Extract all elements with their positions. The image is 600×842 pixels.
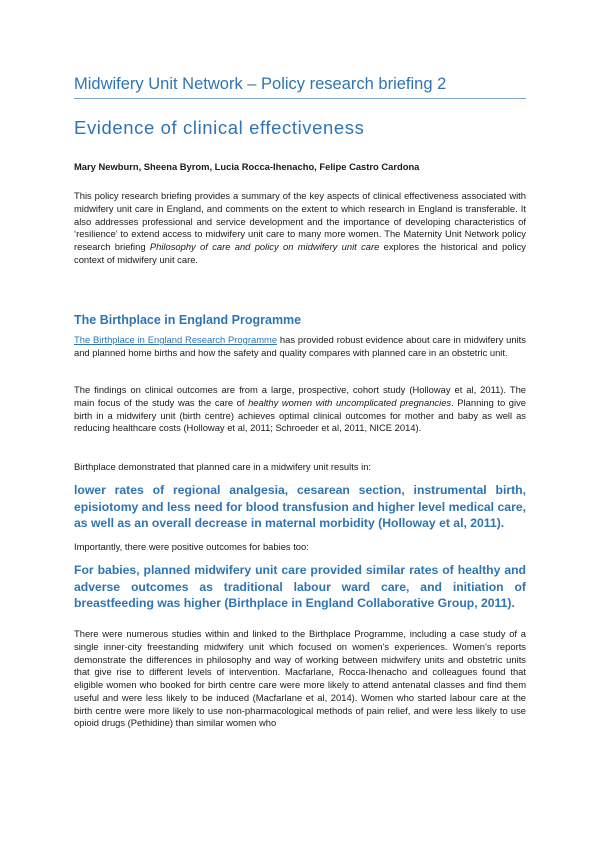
intro-paragraph — [74, 190, 526, 267]
intro-text-1: This policy research briefing provides a summary of the key aspects of clinical effectiveness associated with midwifery unit care in England, and comments on the extent to which research in England is transferable. It also addresses professional and service development and the importance of developing characteristics of ‘resilience’ to extend access to midwifery unit care to many more women. The Maternity Unit Network policy research briefing — [74, 190, 526, 252]
birthplace-p2-b: . Planning to give birth in a midwifery unit (birth centre) achieves optimal clinical outcomes for mother and baby as well as reducing healthcare costs (Holloway et al, 2011; Schroeder et al, 2011, NICE 2014). — [74, 396, 526, 434]
birthplace-programme-link[interactable]: The Birthplace in England Research Programme — [74, 334, 278, 345]
birthplace-p2-a: The findings on clinical outcomes are from a large, prospective, cohort study (Holloway et al, 2011). The main focus of the study was the care of — [74, 384, 526, 408]
birthplace-paragraph-4: Importantly, there were positive outcomes for babies too: — [74, 541, 309, 552]
birthplace-paragraph-3: Birthplace demonstrated that planned care in a midwifery unit results in: — [74, 461, 372, 472]
birthplace-paragraph-5: There were numerous studies within and linked to the Birthplace Programme, including a case study of a single inner-city freestanding midwifery unit which focused on women’s experiences. Women’s reports demonstrate the differences in philosophy and way of working between midwifery units and obstetric units that give rise to different levels of intervention. Macfarlane, Rocca-Ihenacho and colleagues found that eligible women who booked for birth centre care were more likely to attend antenatal classes and find them useful and were less likely to be induced (Macfarlane et al, 2014). Women who started labour care at the birth centre were more likely to use non-pharmacological methods of pain relief, and were less likely to use opioid drugs (Pethidine) than similar women who — [74, 628, 526, 729]
section-heading: The Birthplace in England Programme — [74, 313, 302, 327]
birthplace-paragraph-2 — [74, 384, 526, 435]
birthplace-p2-italic: healthy women with uncomplicated pregnancies — [248, 396, 452, 408]
baby-outcomes-callout: For babies, planned midwifery unit care provided similar rates of healthy and adverse outcomes as traditional labour ward care, and initiation of breastfeeding was higher (Birthplace in England Collaborative Group, 2011). — [74, 563, 526, 610]
intro-text-2: explores the historical and policy context of midwifery unit care. — [74, 241, 526, 265]
page-title: Evidence of clinical effectiveness — [74, 117, 365, 138]
series-title: Midwifery Unit Network – Policy research briefing 2 — [74, 74, 526, 99]
birthplace-paragraph-1 — [74, 334, 526, 360]
author-list: Mary Newburn, Sheena Byrom, Lucia Rocca-Ihenacho, Felipe Castro Cardona — [74, 161, 420, 172]
intro-italic-title: Philosophy of care and policy on midwifery unit care — [149, 241, 380, 252]
birthplace-p1-rest: has provided robust evidence about care in midwifery units and planned home births and how the safety and quality compares with planned care in an obstetric unit. — [74, 334, 526, 358]
maternal-outcomes-callout: lower rates of regional analgesia, cesarean section, instrumental birth, episiotomy and less need for blood transfusion and higher level medical care, as well as an overall decrease in maternal morbidity (Holloway et al, 2011). — [74, 483, 526, 530]
